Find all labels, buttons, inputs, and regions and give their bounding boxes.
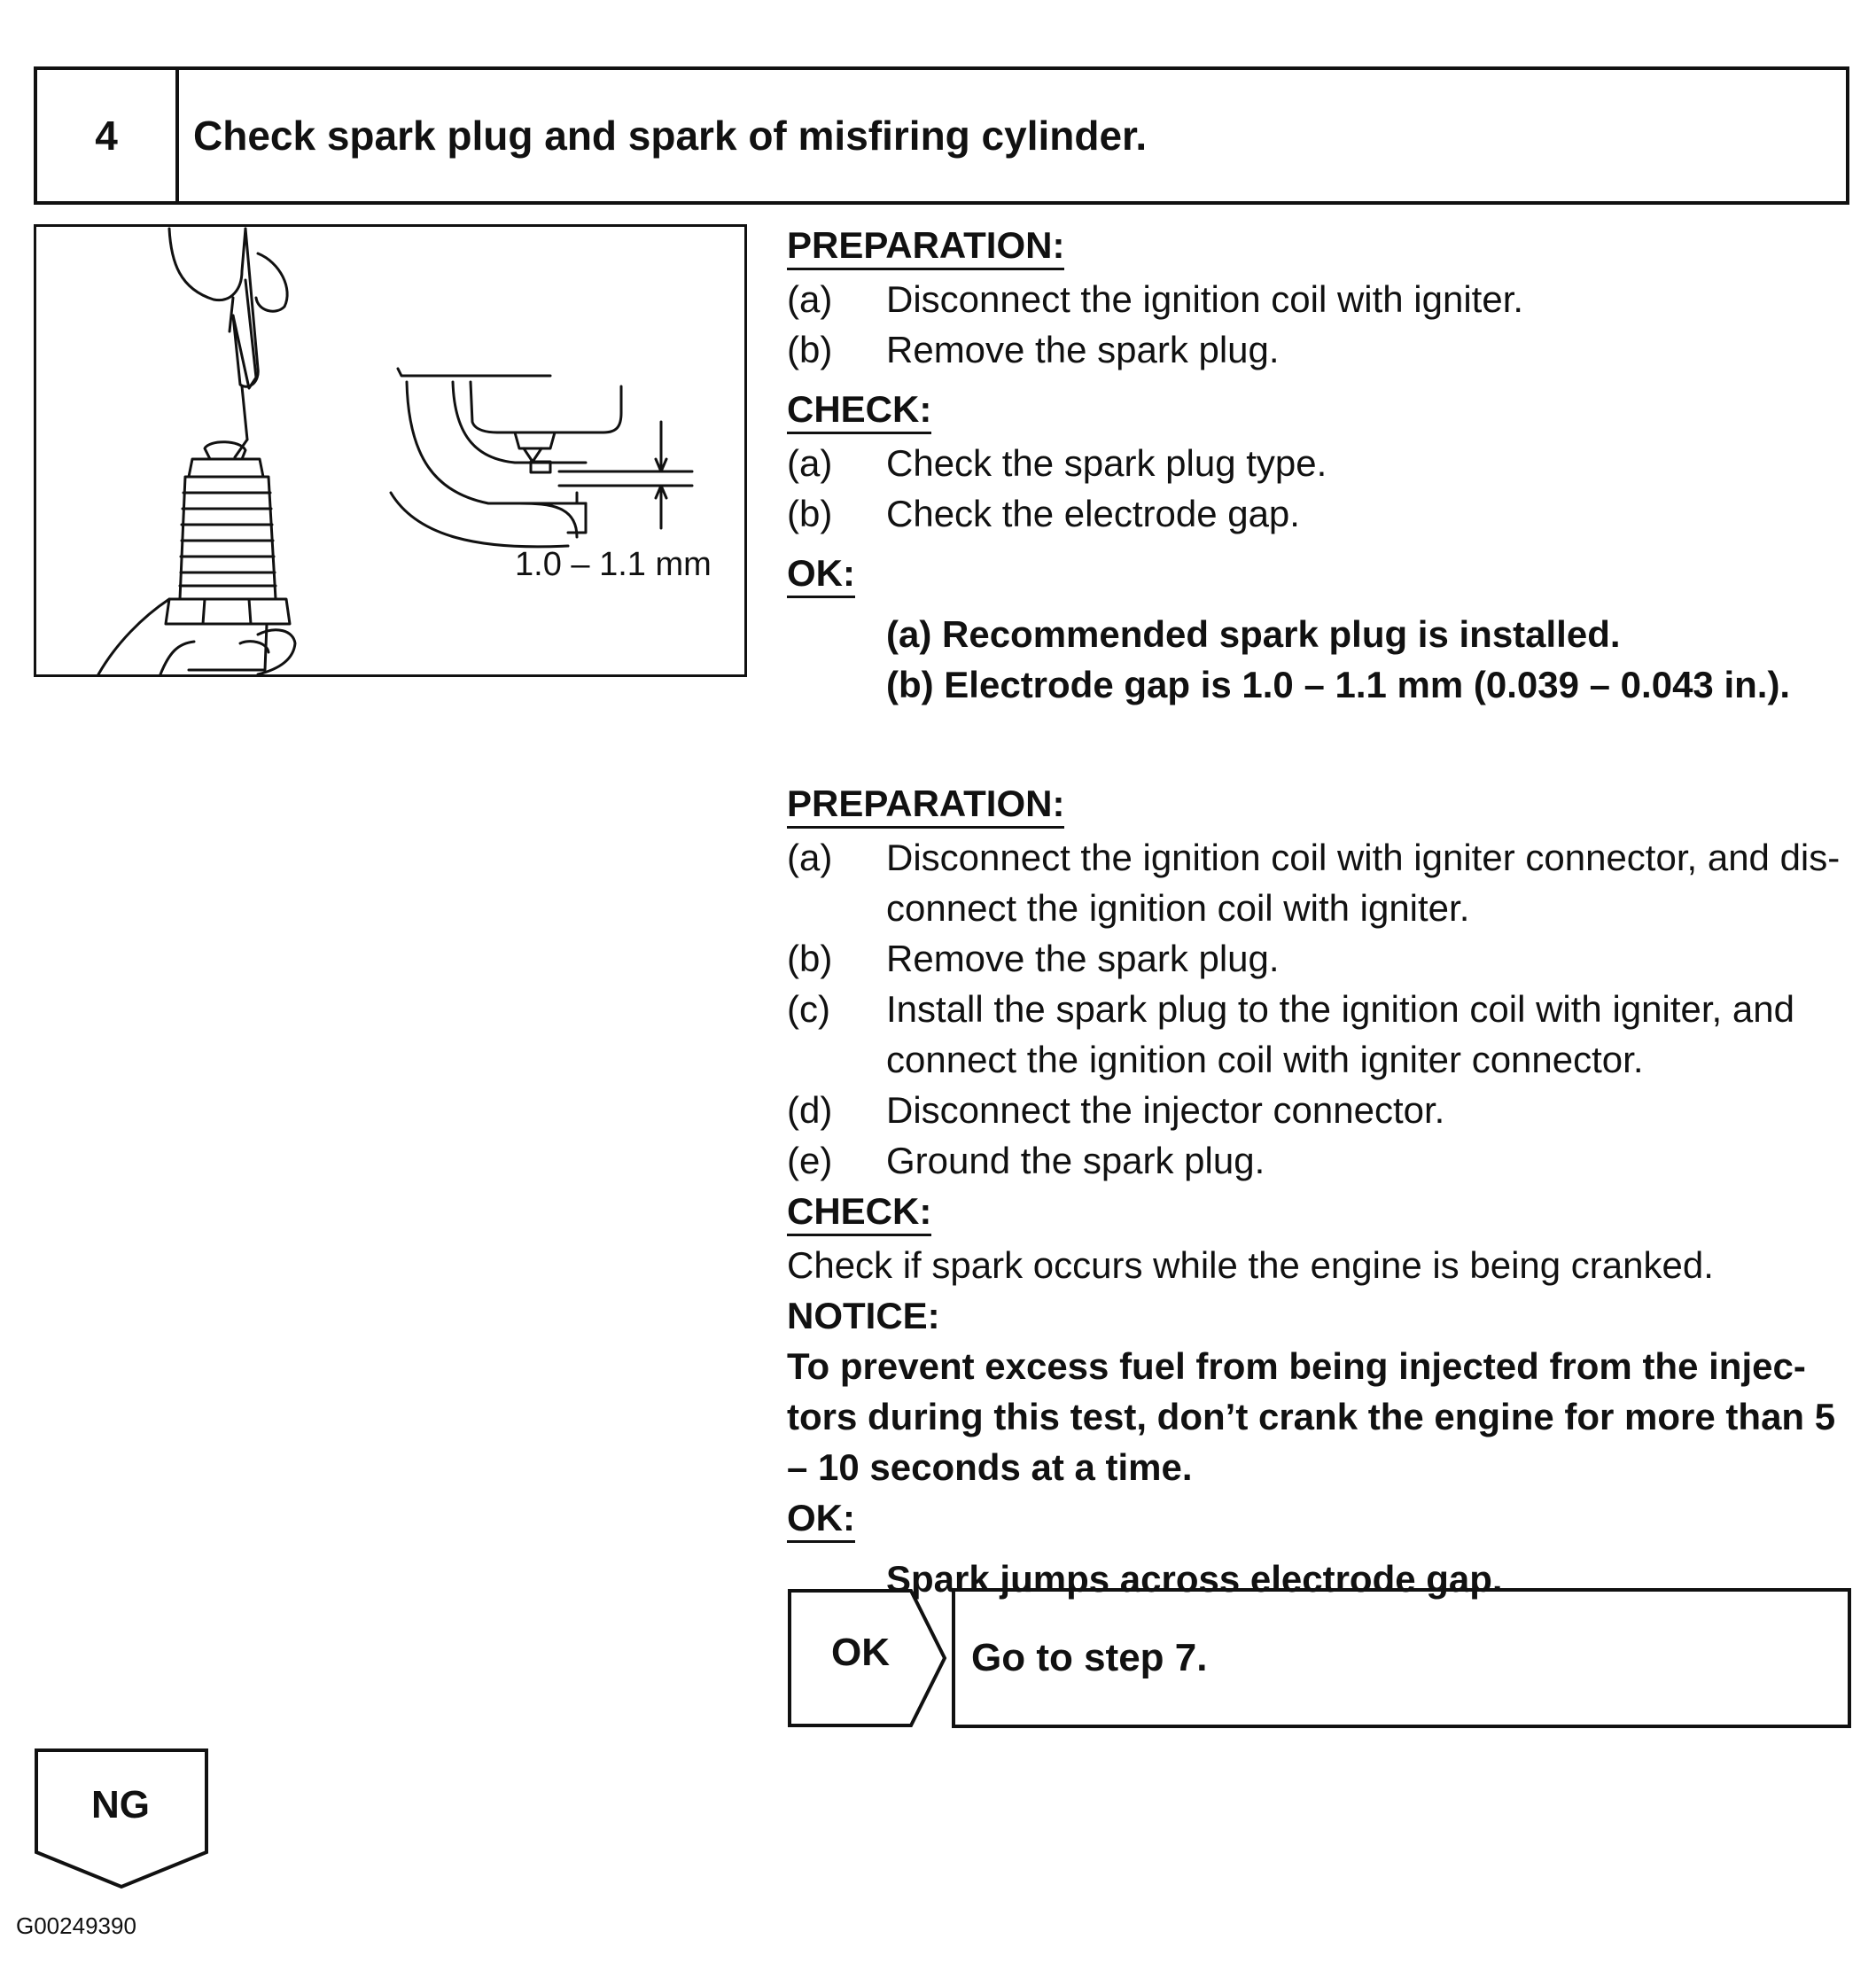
ok-branch [787, 1588, 1855, 1728]
spark-plug-illustration [34, 224, 747, 677]
list-item [787, 1085, 1855, 1135]
item-text: Remove the spark plug. [886, 938, 1280, 979]
item-text: Check the spark plug type. [886, 442, 1327, 484]
ok-heading-2: OK: [787, 1496, 855, 1543]
item-label: (a) [787, 837, 833, 878]
list-item [787, 832, 1855, 933]
step-title: Check spark plug and spark of misfiring cylinder. [193, 113, 1148, 159]
step-header [34, 66, 1849, 205]
item-label: (b) [787, 938, 833, 979]
check-heading-1: CHECK: [787, 387, 931, 434]
electrode-gap-label: 1.0 – 1.1 mm [515, 546, 712, 583]
ok-criterion: (a) Recommended spark plug is installed. [886, 613, 1621, 655]
list-item [787, 1135, 1855, 1186]
preparation-heading-2: PREPARATION: [787, 782, 1064, 829]
spark-plug-drawing [36, 227, 744, 674]
check-list-1 [787, 438, 1855, 539]
preparation-heading-1: PREPARATION: [787, 223, 1064, 270]
list-item [787, 984, 1855, 1085]
check-heading-2: CHECK: [787, 1189, 931, 1236]
item-label: (d) [787, 1089, 833, 1131]
list-item [787, 274, 1855, 324]
item-text: Disconnect the ignition coil with igniter connector, and dis-connect the ignition coil with igniter. [886, 837, 1841, 929]
list-item [787, 324, 1855, 375]
item-label: (c) [787, 988, 830, 1030]
item-text: Install the spark plug to the ignition coil with igniter, and connect the ignition coil with igniter connector. [886, 988, 1794, 1080]
item-label: (a) [787, 442, 833, 484]
item-text: Check the electrode gap. [886, 493, 1300, 534]
item-label: (b) [787, 493, 833, 534]
ok-criterion-2: Spark jumps across electrode gap. [886, 1558, 1503, 1600]
item-label: (b) [787, 329, 833, 370]
section-2 [787, 778, 1855, 1604]
item-text: Ground the spark plug. [886, 1140, 1265, 1181]
item-label: (a) [787, 278, 833, 320]
preparation-list-1 [787, 274, 1855, 375]
item-text: Remove the spark plug. [886, 329, 1280, 370]
ng-branch-label: NG [91, 1783, 150, 1826]
item-text: Disconnect the ignition coil with igniter. [886, 278, 1524, 320]
ok-criteria-1 [787, 609, 1855, 710]
ok-heading-1: OK: [787, 551, 855, 598]
list-item [787, 933, 1855, 984]
ok-branch-label: OK [831, 1631, 890, 1674]
ok-branch-action [952, 1588, 1851, 1728]
list-item [787, 488, 1855, 539]
preparation-list-2 [787, 832, 1855, 1186]
check-text-2: Check if spark occurs while the engine is being cranked. [787, 1244, 1714, 1286]
item-text: Disconnect the injector connector. [886, 1089, 1445, 1131]
step-number: 4 [37, 70, 179, 201]
notice-text: To prevent excess fuel from being injected from the injec-tors during this test, don’t crank the engine for more than 5 – 10 seconds at a time. [787, 1345, 1836, 1488]
figure-code: G00249390 [16, 1912, 136, 1939]
ng-branch [34, 1748, 209, 1889]
ok-branch-text: Go to step 7. [971, 1636, 1208, 1679]
section-1 [787, 220, 1855, 710]
notice-heading: NOTICE: [787, 1295, 940, 1336]
ok-criterion: (b) Electrode gap is 1.0 – 1.1 mm (0.039 – 0.043 in.). [886, 664, 1791, 705]
list-item [787, 438, 1855, 488]
item-label: (e) [787, 1140, 833, 1181]
